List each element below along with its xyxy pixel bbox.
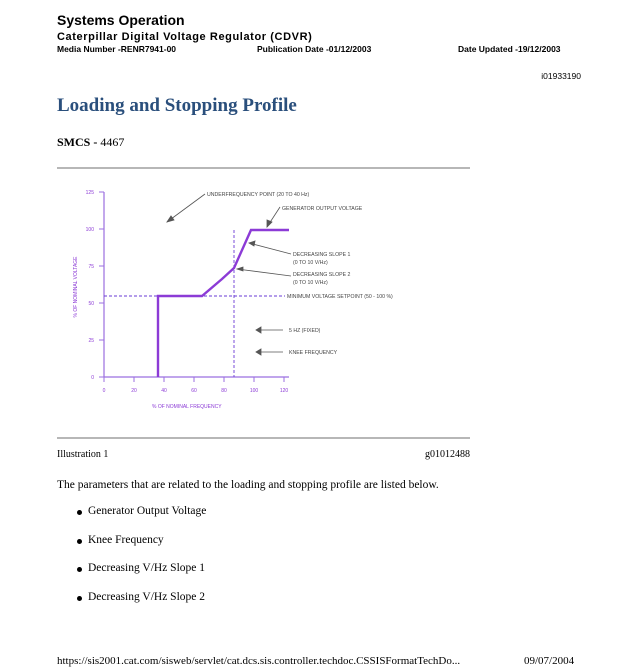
smcs-code <box>57 135 124 150</box>
publication-date: Publication Date -01/12/2003 <box>257 44 372 54</box>
parameter-list <box>57 505 206 619</box>
bullet-icon <box>77 567 82 572</box>
list-item <box>57 562 206 591</box>
y-tick-label: 125 <box>85 190 94 196</box>
document-category: Systems Operation <box>57 12 185 28</box>
knee-frequency-label: KNEE FREQUENCY <box>289 350 338 356</box>
minimum-voltage-label: MINIMUM VOLTAGE SETPOINT (50 - 100 %) <box>287 294 393 300</box>
footer-date: 09/07/2004 <box>524 655 575 667</box>
y-tick-labels <box>86 190 95 381</box>
y-axis-label: % OF NOMINAL VOLTAGE <box>73 256 79 318</box>
x-tick-label: 20 <box>131 388 137 394</box>
guide-lines <box>104 230 285 377</box>
illustration-bottom-rule <box>57 437 470 439</box>
x-axis-label: % OF NOMINAL FREQUENCY <box>152 404 222 410</box>
illustration-top-rule <box>57 167 470 169</box>
document-id: i01933190 <box>541 71 581 81</box>
hz-fixed-label: 5 HZ (FIXED) <box>289 328 321 334</box>
y-axis-ticks <box>99 192 104 377</box>
generator-output-voltage-label: GENERATOR OUTPUT VOLTAGE <box>282 206 363 212</box>
date-updated: Date Updated -19/12/2003 <box>458 44 561 54</box>
x-tick-label: 100 <box>249 388 259 394</box>
intro-paragraph: The parameters that are related to the loading and stopping profile are listed below. <box>57 479 439 491</box>
illustration-caption: Illustration 1 <box>57 449 109 460</box>
smcs-label: SMCS - <box>57 135 98 149</box>
generator-output-voltage-line <box>158 230 289 377</box>
media-number: Media Number -RENR7941-00 <box>57 44 177 54</box>
list-item-text: Knee Frequency <box>88 533 164 546</box>
x-axis-ticks <box>104 377 284 382</box>
y-tick-label: 75 <box>88 264 94 270</box>
list-item <box>57 591 206 620</box>
page-title: Loading and Stopping Profile <box>57 95 297 116</box>
x-tick-labels <box>103 388 289 394</box>
bullet-icon <box>77 596 82 601</box>
decreasing-slope-1-label: DECREASING SLOPE 1 <box>293 252 351 258</box>
slope-1-range-label: (0 TO 10 V/Hz) <box>293 260 328 266</box>
x-tick-label: 120 <box>279 388 289 394</box>
slope-2-range-label: (0 TO 10 V/Hz) <box>293 280 328 286</box>
y-tick-label: 25 <box>88 338 94 344</box>
x-tick-label: 40 <box>161 388 167 394</box>
voltage-profile-curve <box>158 230 289 377</box>
list-item-text: Generator Output Voltage <box>88 505 207 517</box>
diagram-annotations <box>207 192 393 356</box>
y-tick-label: 50 <box>88 301 94 307</box>
footer-url: https://sis2001.cat.com/sisweb/servlet/cat.dcs.sis.controller.techdoc.CSSISFormatTechDo... <box>57 655 461 667</box>
x-tick-label: 80 <box>221 388 227 394</box>
list-item-text: Decreasing V/Hz Slope 2 <box>88 590 205 603</box>
smcs-value: 4467 <box>100 135 125 149</box>
list-item <box>57 505 206 534</box>
bullet-icon <box>77 510 82 515</box>
list-item <box>57 534 206 563</box>
x-tick-label: 60 <box>191 388 197 394</box>
decreasing-slope-2-label: DECREASING SLOPE 2 <box>293 272 351 278</box>
bullet-icon <box>77 539 82 544</box>
illustration-graphic-id: g01012488 <box>425 449 470 460</box>
loading-stopping-profile-diagram <box>57 172 470 434</box>
y-tick-label: 100 <box>85 227 94 233</box>
annotation-arrows <box>167 194 291 355</box>
list-item-text: Decreasing V/Hz Slope 1 <box>88 562 205 574</box>
underfrequency-point-label: UNDERFREQUENCY POINT (20 TO 40 Hz) <box>207 192 310 198</box>
document-subtitle: Caterpillar Digital Voltage Regulator (CDVR) <box>57 31 313 43</box>
y-tick-label: 0 <box>91 375 94 381</box>
x-tick-label: 0 <box>102 388 106 394</box>
